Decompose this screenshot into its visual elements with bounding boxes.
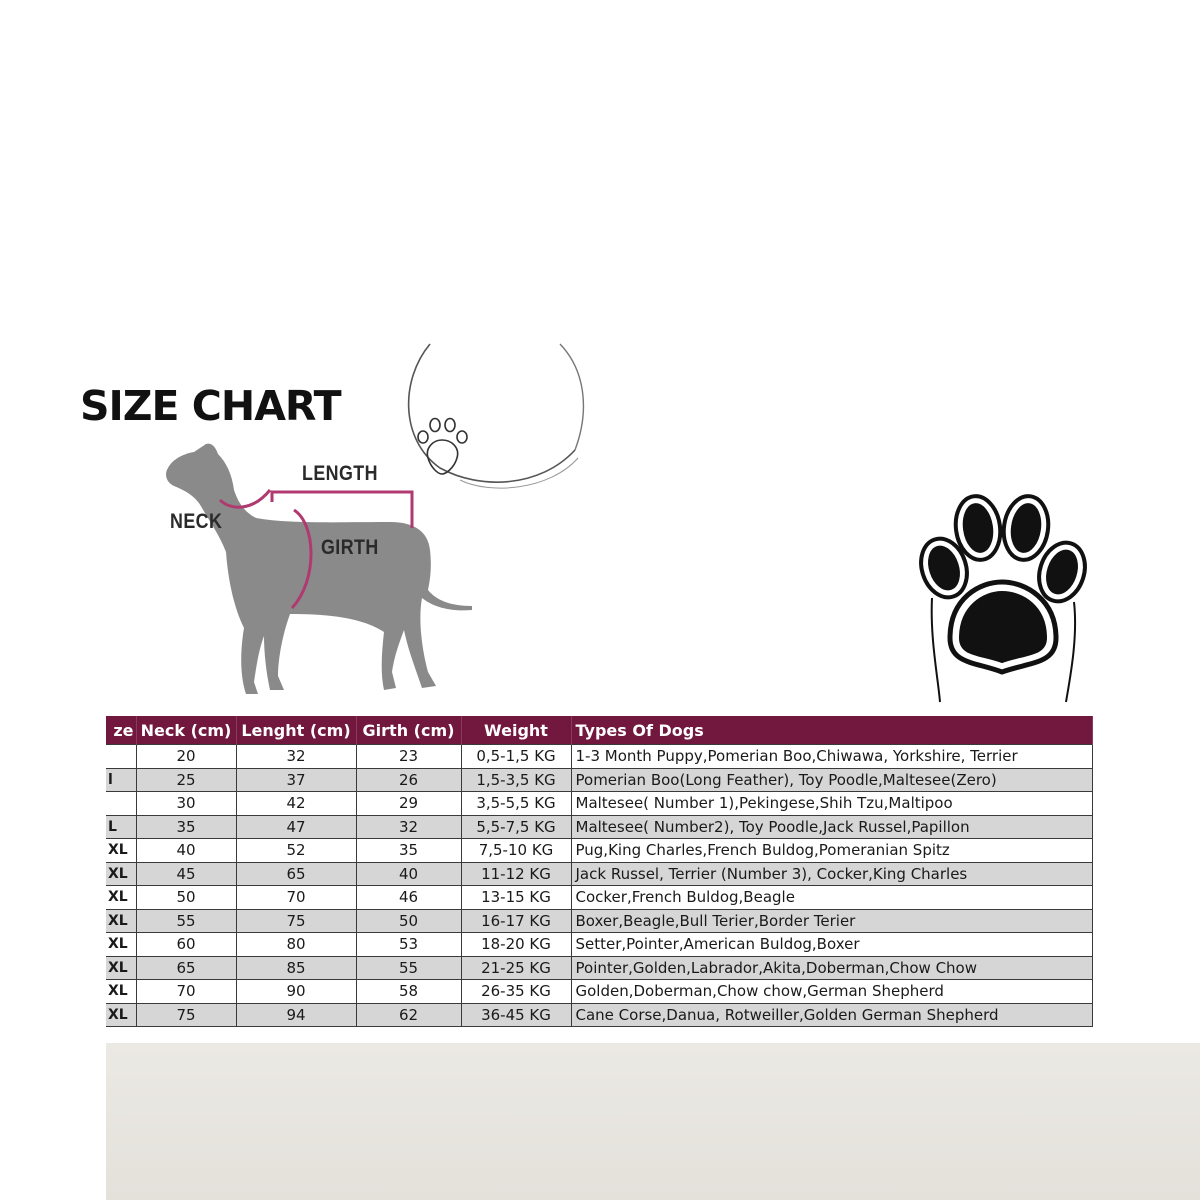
cell-length: 52 [236,839,356,863]
cell-girth: 35 [356,839,461,863]
header-neck: Neck (cm) [136,716,236,745]
cell-size: XL [106,1003,136,1027]
cell-length: 65 [236,862,356,886]
table-row [106,792,1092,816]
header-size: ze [106,716,136,745]
table-row [106,839,1092,863]
neck-label: NECK [170,510,223,533]
table-row [106,909,1092,933]
cell-length: 42 [236,792,356,816]
cell-weight: 21-25 KG [461,956,571,980]
cell-length: 37 [236,768,356,792]
cell-girth: 40 [356,862,461,886]
cell-girth: 62 [356,1003,461,1027]
cell-girth: 29 [356,792,461,816]
cell-size: XL [106,933,136,957]
table-row [106,815,1092,839]
length-label: LENGTH [302,462,378,485]
cell-types: Boxer,Beagle,Bull Terier,Border Terier [571,909,1092,933]
cell-girth: 55 [356,956,461,980]
cell-size: XL [106,980,136,1004]
cell-length: 32 [236,745,356,769]
cell-length: 94 [236,1003,356,1027]
header-types: Types Of Dogs [571,716,1092,745]
cell-neck: 25 [136,768,236,792]
cell-types: Pomerian Boo(Long Feather), Toy Poodle,Maltesee(Zero) [571,768,1092,792]
cell-neck: 20 [136,745,236,769]
table-row [106,768,1092,792]
girth-label: GIRTH [321,536,379,559]
cell-size: XL [106,839,136,863]
cell-size: XL [106,956,136,980]
cell-weight: 7,5-10 KG [461,839,571,863]
cell-length: 70 [236,886,356,910]
cell-neck: 30 [136,792,236,816]
cell-weight: 1,5-3,5 KG [461,768,571,792]
cell-weight: 11-12 KG [461,862,571,886]
table-row [106,980,1092,1004]
large-paw-icon [910,488,1096,706]
cell-types: Golden,Doberman,Chow chow,German Shepherd [571,980,1092,1004]
cell-weight: 36-45 KG [461,1003,571,1027]
cell-girth: 50 [356,909,461,933]
table-header-row [106,716,1092,745]
cell-weight: 16-17 KG [461,909,571,933]
bottom-background [106,1043,1200,1200]
cell-weight: 18-20 KG [461,933,571,957]
cell-size [106,792,136,816]
cell-neck: 65 [136,956,236,980]
header-length: Lenght (cm) [236,716,356,745]
cell-length: 47 [236,815,356,839]
cell-neck: 75 [136,1003,236,1027]
cell-neck: 55 [136,909,236,933]
table-row [106,1003,1092,1027]
cell-size: l [106,768,136,792]
cell-girth: 58 [356,980,461,1004]
cell-weight: 5,5-7,5 KG [461,815,571,839]
cell-size: XL [106,909,136,933]
cell-girth: 53 [356,933,461,957]
cell-neck: 35 [136,815,236,839]
cell-types: Maltesee( Number 1),Pekingese,Shih Tzu,Maltipoo [571,792,1092,816]
cell-size: XL [106,862,136,886]
cell-length: 90 [236,980,356,1004]
cell-size: L [106,815,136,839]
cell-weight: 13-15 KG [461,886,571,910]
cell-weight: 0,5-1,5 KG [461,745,571,769]
cell-types: Maltesee( Number2), Toy Poodle,Jack Russel,Papillon [571,815,1092,839]
cell-types: 1-3 Month Puppy,Pomerian Boo,Chiwawa, Yorkshire, Terrier [571,745,1092,769]
cell-neck: 45 [136,862,236,886]
cell-types: Pug,King Charles,French Buldog,Pomeranian Spitz [571,839,1092,863]
header-girth: Girth (cm) [356,716,461,745]
cell-types: Cocker,French Buldog,Beagle [571,886,1092,910]
cell-types: Setter,Pointer,American Buldog,Boxer [571,933,1092,957]
table-row [106,956,1092,980]
size-table [106,716,1093,1027]
table-row [106,862,1092,886]
cell-weight: 26-35 KG [461,980,571,1004]
cell-length: 85 [236,956,356,980]
cell-neck: 70 [136,980,236,1004]
cell-size [106,745,136,769]
page-title: SIZE CHART [80,382,341,430]
table-row [106,933,1092,957]
header-weight: Weight [461,716,571,745]
cell-girth: 23 [356,745,461,769]
table-row [106,886,1092,910]
cell-neck: 40 [136,839,236,863]
cell-types: Pointer,Golden,Labrador,Akita,Doberman,Chow Chow [571,956,1092,980]
cell-length: 75 [236,909,356,933]
cell-size: XL [106,886,136,910]
cell-types: Cane Corse,Danua, Rotweiller,Golden German Shepherd [571,1003,1092,1027]
cell-length: 80 [236,933,356,957]
dog-measurement-diagram [160,440,480,702]
cell-types: Jack Russel, Terrier (Number 3), Cocker,King Charles [571,862,1092,886]
cell-weight: 3,5-5,5 KG [461,792,571,816]
cell-girth: 46 [356,886,461,910]
table-row [106,745,1092,769]
cell-neck: 60 [136,933,236,957]
cell-girth: 32 [356,815,461,839]
cell-girth: 26 [356,768,461,792]
cell-neck: 50 [136,886,236,910]
